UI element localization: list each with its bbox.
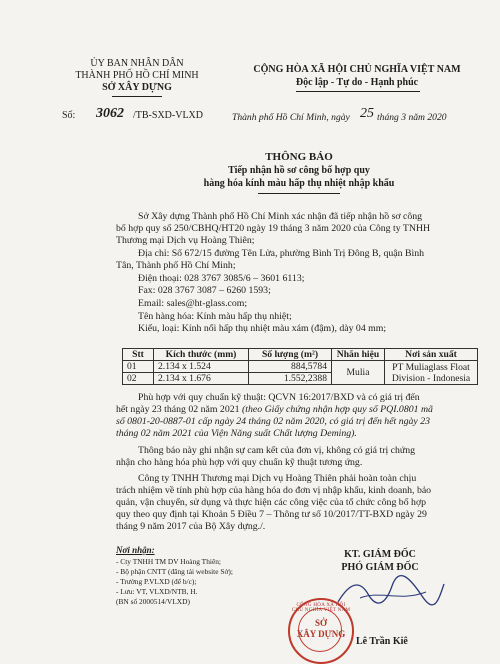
recipient-item: - Bộ phận CNTT (đăng tải website Sở); (116, 567, 233, 576)
responsibility-line-4: quy theo quy định tại Khoản 5 Điều 7 – Thông tư số 10/2017/TT-BXD ngày 29 (116, 509, 427, 520)
table-row (123, 361, 478, 373)
cell-origin (385, 361, 478, 385)
signature-title-2: PHÓ GIÁM ĐỐC (341, 562, 419, 573)
cell-stt: 02 (123, 373, 154, 385)
cell-size: 2.134 x 1.524 (154, 361, 249, 373)
col-header-brand: Nhãn hiệu (332, 349, 385, 361)
conformity-line-1: Phù hợp với quy chuẩn kỹ thuật: QCVN 16:2017/BXD và có giá trị đến (138, 392, 420, 403)
cell-quantity: 884,5784 (249, 361, 332, 373)
official-seal-line-1: SỞ (314, 618, 327, 628)
signer-name: Lê Trần Kiê (356, 636, 408, 647)
document-subtitle-1: Tiếp nhận hồ sơ công bố hợp quy (228, 165, 370, 176)
recipients-title: Nơi nhận: (116, 545, 155, 555)
title-underline (258, 193, 340, 194)
agency-line-1: ỦY BAN NHÂN DÂN (90, 58, 184, 69)
origin-line-1: PT Muliaglass Float (392, 361, 470, 373)
col-header-quantity: Số lượng (m²) (249, 349, 332, 361)
email-line: Email: sales@ht-glass.com; (138, 298, 248, 309)
goods-name-line: Tên hàng hóa: Kính màu hấp thụ nhiệt; (138, 311, 292, 322)
col-header-size: Kích thước (mm) (154, 349, 249, 361)
responsibility-line-1: Công ty TNHH Thương mại Dịch vụ Hoàng Thiên phải hoàn toàn chịu (138, 473, 417, 484)
col-header-origin: Nơi sản xuất (385, 349, 478, 361)
cell-quantity: 1.552,2388 (249, 373, 332, 385)
date-prefix: Thành phố Hồ Chí Minh, ngày (232, 112, 350, 123)
recipient-item: - Cty TNHH TM DV Hoàng Thiên; (116, 557, 221, 566)
date-day: 25 (360, 106, 374, 121)
doc-number-value: 3062 (96, 106, 124, 121)
doc-number-suffix: /TB-SXD-VLXD (133, 110, 203, 121)
cert-note-line-1: Thông báo này ghi nhận sự cam kết của đơn vị, không có giá trị chứng (138, 445, 415, 456)
cell-stt: 01 (123, 361, 154, 373)
fax-line: Fax: 028 3767 3087 – 6260 1593; (138, 285, 271, 296)
agency-name: SỞ XÂY DỰNG (102, 82, 172, 93)
phone-line: Điện thoại: 028 3767 3085/6 – 3601 6113; (138, 273, 305, 284)
agency-underline (112, 96, 162, 97)
cert-note-line-2: nhận cho hàng hóa phù hợp với quy chuẩn kỹ thuật tương ứng. (116, 457, 363, 468)
conformity-line-3: số 0801-20-0887-01 cấp ngày 24 tháng 02 năm 2020, có giá trị đến hết ngày 23 (116, 416, 431, 427)
doc-number-label: Số: (62, 110, 76, 121)
document-subtitle-2: hàng hóa kính màu hấp thụ nhiệt nhập khẩu (203, 178, 395, 189)
document-title: THÔNG BÁO (265, 151, 333, 163)
official-seal (288, 598, 354, 664)
official-seal-ring-text: CỘNG HÒA XÃ HỘI CHỦ NGHĨA VIỆT NAM (291, 603, 351, 613)
date-suffix: tháng 3 năm 2020 (377, 112, 447, 123)
cell-brand: Mulia (332, 361, 385, 385)
intro-line-2: bố hợp quy số 250/CBHQ/HT20 ngày 19 tháng 3 năm 2020 của Công ty TNHH (116, 223, 431, 234)
signature-title-1: KT. GIÁM ĐỐC (344, 549, 416, 560)
col-header-stt: Stt (123, 349, 154, 361)
goods-type-line: Kiểu, loại: Kính nổi hấp thụ nhiệt màu xám (đậm), dày 04 mm; (138, 323, 387, 334)
origin-line-2: Division - Indonesia (391, 372, 471, 384)
goods-spec-table (122, 348, 478, 385)
national-title: CỘNG HÒA XÃ HỘI CHỦ NGHĨA VIỆT NAM (253, 64, 461, 75)
intro-line-3: Thương mại Dịch vụ Hoàng Thiên; (116, 235, 255, 246)
recipient-item: - Lưu: VT, VLXD/NTB, H. (116, 587, 198, 596)
address-line-2: Tân, Thành phố Hồ Chí Minh; (116, 260, 236, 271)
national-motto: Độc lập - Tự do - Hạnh phúc (295, 77, 419, 88)
official-seal-line-2: XÂY DỰNG (296, 629, 346, 639)
conformity-expiry: hết ngày 23 tháng 02 năm 2021 (116, 404, 242, 415)
cell-size: 2.134 x 1.676 (154, 373, 249, 385)
motto-underline (296, 91, 420, 92)
recipient-item: - Trường P.VLXD (để b/c); (116, 577, 197, 586)
recipient-item: (BN số 2000514/VLXD) (116, 597, 190, 606)
responsibility-line-2: trách nhiệm về tính phù hợp của hàng hóa do đơn vị nhập khẩu, kinh doanh, bảo (116, 485, 432, 496)
conformity-line-2 (116, 404, 433, 415)
responsibility-line-3: quản, vận chuyển, sử dụng và thực hiện các công việc của tổ chức công bố hợp (116, 497, 427, 508)
table-header-row (123, 349, 478, 361)
address-line-1: Địa chỉ: Số 672/15 đường Tên Lửa, phường Bình Trị Đông B, quận Bình (138, 248, 425, 259)
responsibility-line-5: tháng 9 năm 2017 của Bộ Xây dựng./. (116, 521, 266, 532)
conformity-line-4: tháng 02 năm 2021 của Viện Năng suất Chất lượng Deming). (116, 428, 357, 439)
intro-line-1: Sở Xây dựng Thành phố Hồ Chí Minh xác nhận đã tiếp nhận hồ sơ công (138, 211, 423, 222)
agency-line-2: THÀNH PHỐ HỒ CHÍ MINH (75, 70, 199, 81)
conformity-cert-ref: (theo Giấy chứng nhận hợp quy số PQI.0801 mã (241, 404, 433, 415)
